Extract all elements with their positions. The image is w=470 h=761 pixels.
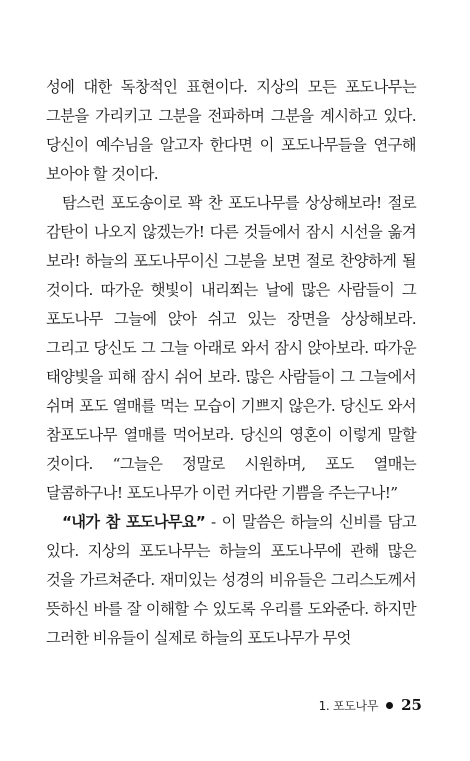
page-footer [319, 694, 422, 716]
paragraph-true-vine-text: - 이 말씀은 하늘의 신비를 담고 있다. 지상의 포도나무는 하늘의 포도나무에 관해 많은 것을 가르쳐준다. 재미있는 성경의 비유들은 그리스도께서 뜻하신 바를 잘 이해할 수 있도록 우리를 도와준다. 하지만 그러한 비유들이 실제로 하늘의 포도나무가 무엇 [46, 513, 417, 647]
emphasized-quote: “내가 참 포도나무요” [62, 513, 205, 531]
paragraph-continued: 성에 대한 독창적인 표현이다. 지상의 모든 포도나무는 그분을 가리키고 그분을 전파하며 그분을 계시하고 있다. 당신이 예수님을 알고자 한다면 이 포도나무들을 연구해 보아야 할 것이다. [46, 78, 416, 183]
paragraph-true-vine [46, 508, 416, 653]
bullet-dot-icon [386, 702, 393, 709]
page-number: 25 [401, 696, 422, 714]
paragraph-vine-imagery: 탐스런 포도송이로 꽉 찬 포도나무를 상상해보라! 절로 감탄이 나오지 않겠는가! 다른 것들에서 잠시 시선을 옮겨 보라! 하늘의 포도나무이신 그분을 보면 절로 찬양하게 될 것이다. 따가운 햇빛이 내리쬐는 날에 많은 사람들이 그 포도나무 그늘에 앉아 쉬고 있는 장면을 상상해보라. 그리고 당신도 그 그늘 아래로 와서 잠시 앉아보라. 따가운 태양빛을 피해 잠시 쉬어 보라. 많은 사람들이 그 그늘에서 쉬며 포도 열매를 먹는 모습이 기쁘지 않은가. 당신도 와서 참포도나무 열매를 먹어보라. 당신의 영혼이 이렇게 말할 것이다. “그늘은 정말로 시원하며, 포도 열매는 달콤하구나! 포도나무가 이런 커다란 기쁨을 주는구나!” [46, 194, 416, 502]
body-text [46, 73, 416, 653]
chapter-label: 1. 포도나무 [318, 698, 379, 713]
